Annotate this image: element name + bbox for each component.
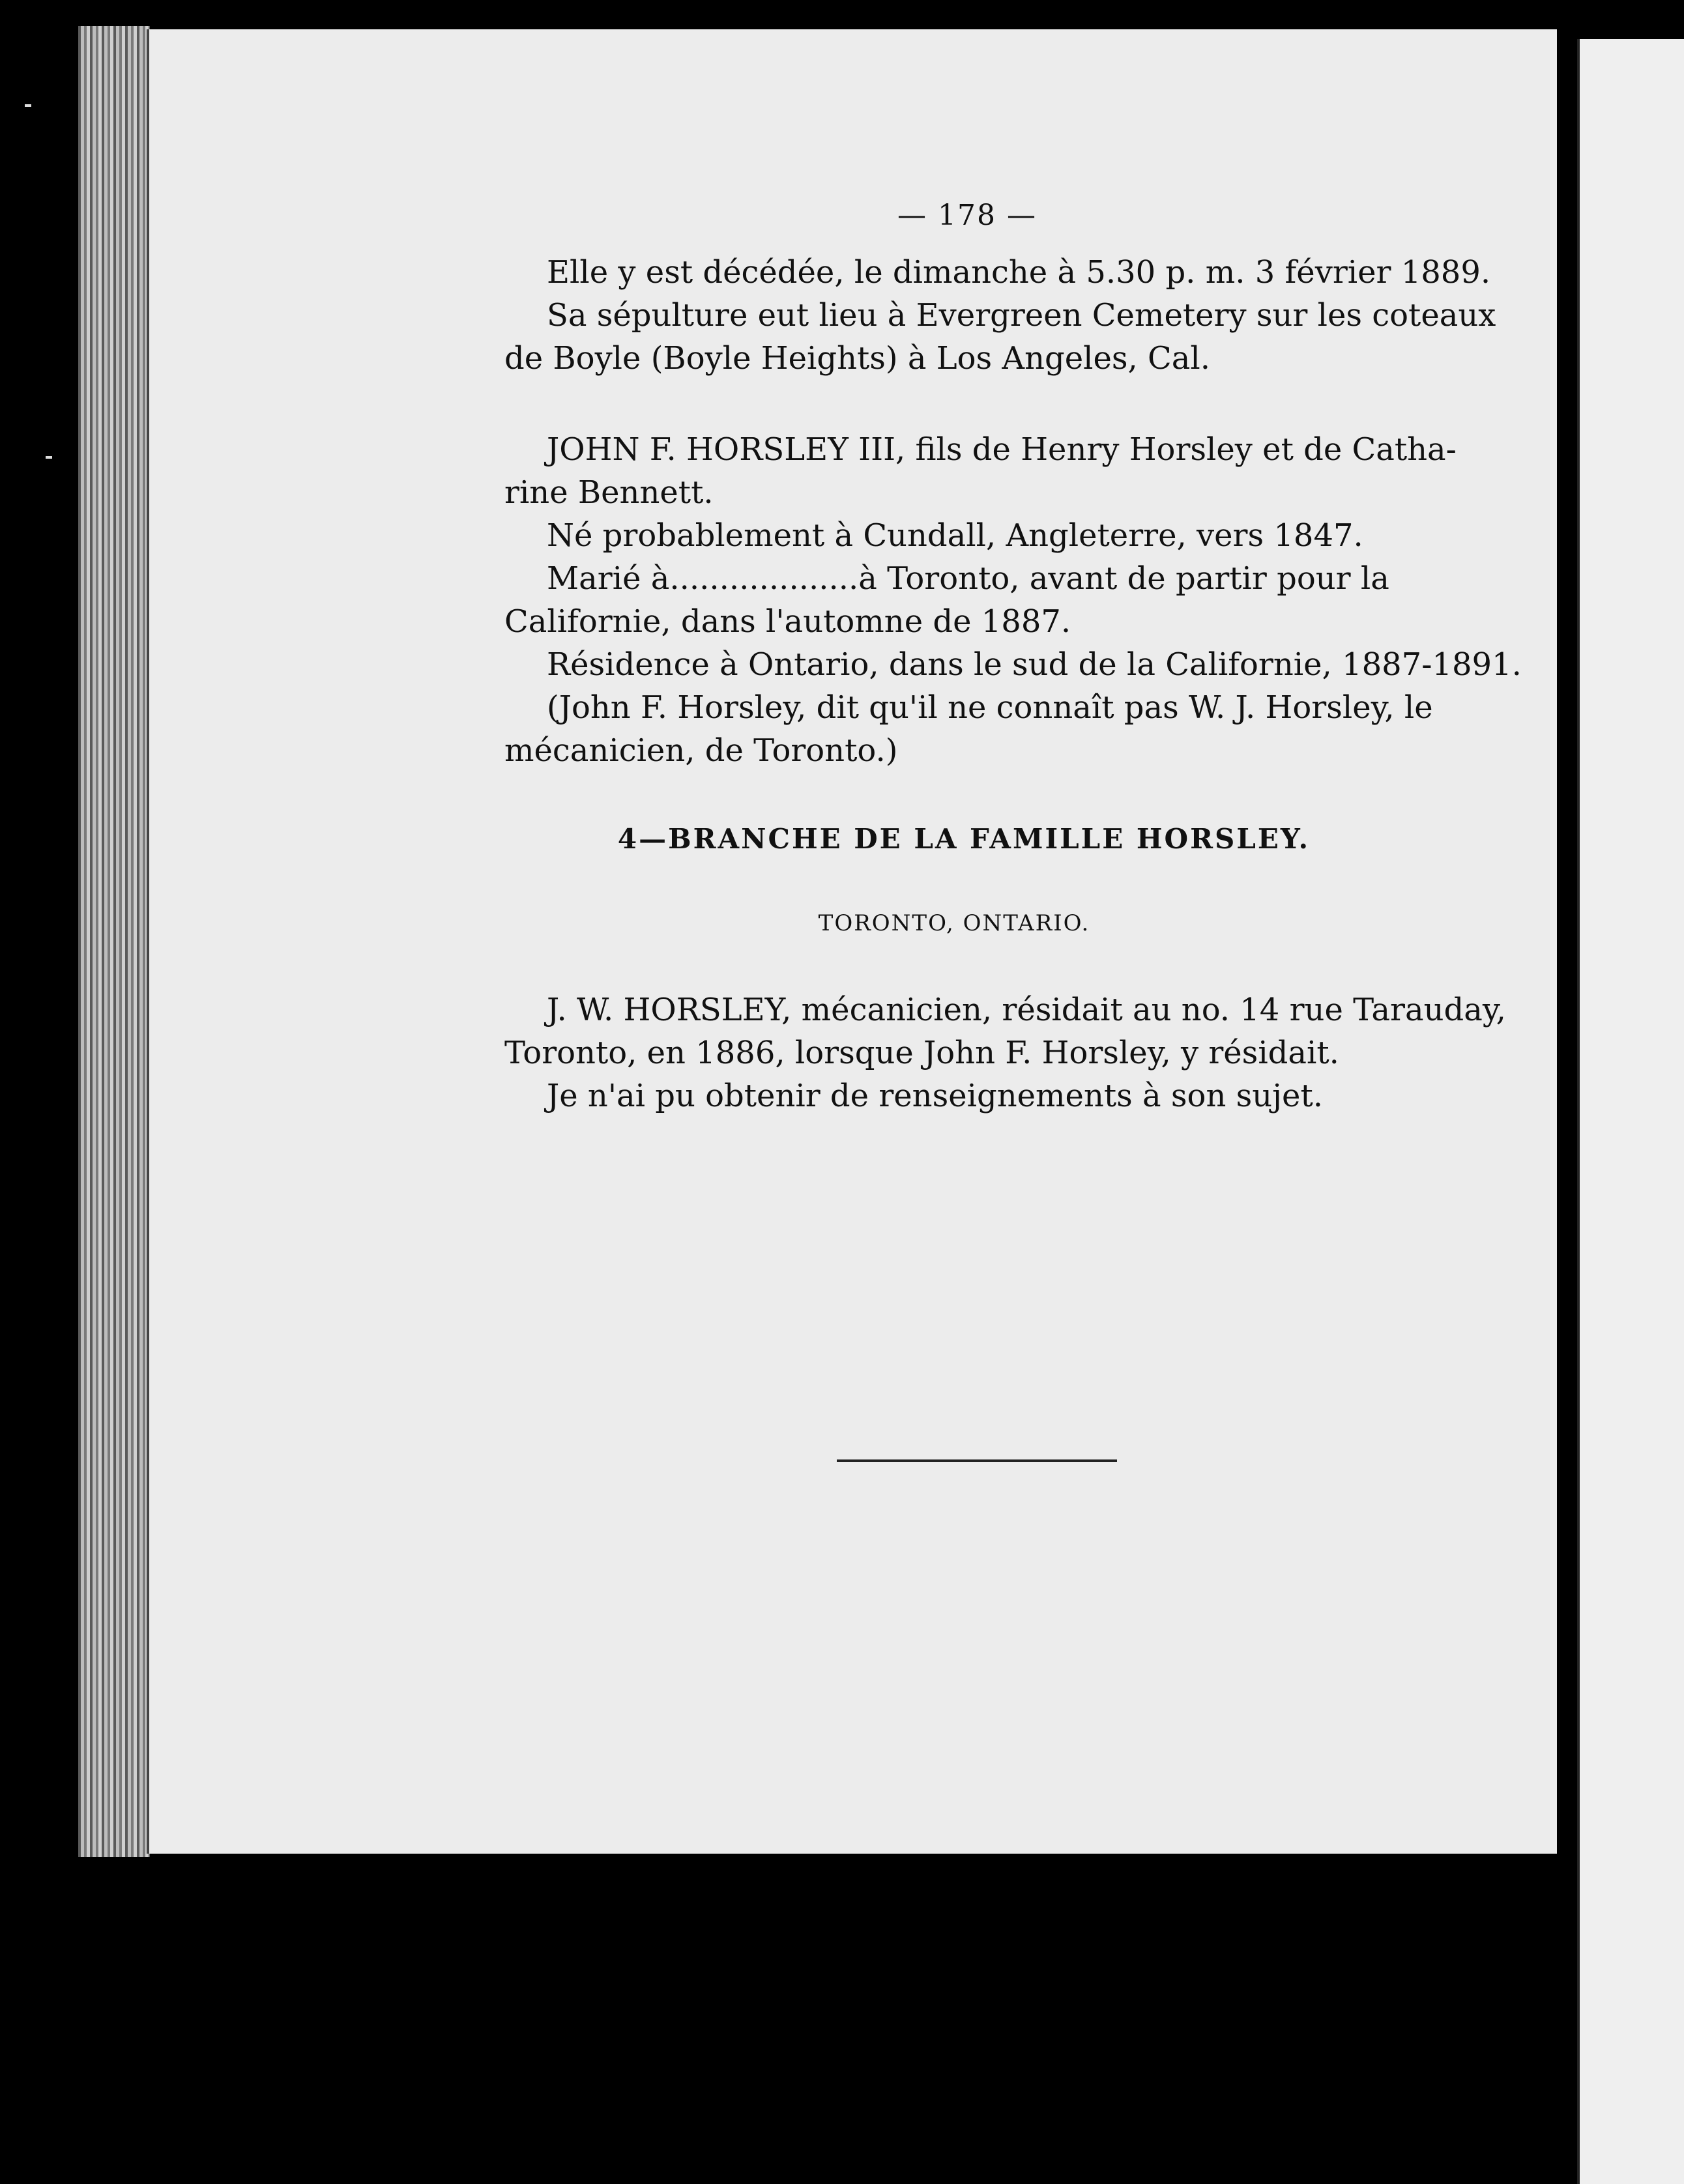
text-line: mécanicien, de Toronto.) (504, 732, 898, 769)
text-line: Elle y est décédée, le dimanche à 5.30 p. m. 3 février 1889. (547, 254, 1491, 291)
section-divider (837, 1459, 1117, 1462)
text-line: (John F. Horsley, dit qu'il ne connaît pas W. J. Horsley, le (547, 689, 1433, 726)
section-heading: 4—BRANCHE DE LA FAMILLE HORSLEY. (617, 823, 1311, 855)
document-page (147, 29, 1557, 1854)
page-content (149, 29, 1557, 1854)
scan-speck (46, 456, 52, 459)
text-line: de Boyle (Boyle Heights) à Los Angeles, Cal. (504, 340, 1210, 377)
text-line: Marié à...................à Toronto, avant de partir pour la (547, 560, 1389, 597)
page-number: — 178 — (897, 199, 1037, 232)
text-line: rine Bennett. (504, 474, 714, 511)
book-page-edges (78, 26, 150, 1857)
section-subheading: TORONTO, ONTARIO. (818, 910, 1090, 936)
text-line: Résidence à Ontario, dans le sud de la Californie, 1887-1891. (547, 646, 1522, 683)
adjacent-page (1577, 39, 1684, 2184)
text-line: Je n'ai pu obtenir de renseignements à son sujet. (547, 1078, 1323, 1114)
scan-speck (25, 104, 31, 107)
text-line: J. W. HORSLEY, mécanicien, résidait au no. 14 rue Tarauday, (547, 992, 1506, 1028)
text-line: JOHN F. HORSLEY III, fils de Henry Horsley et de Catha- (547, 431, 1457, 468)
text-line: Californie, dans l'automne de 1887. (504, 603, 1071, 640)
text-line: Sa sépulture eut lieu à Evergreen Cemetery sur les coteaux (547, 297, 1496, 334)
text-line: Né probablement à Cundall, Angleterre, vers 1847. (547, 517, 1363, 554)
text-line: Toronto, en 1886, lorsque John F. Horsley, y résidait. (504, 1035, 1339, 1071)
